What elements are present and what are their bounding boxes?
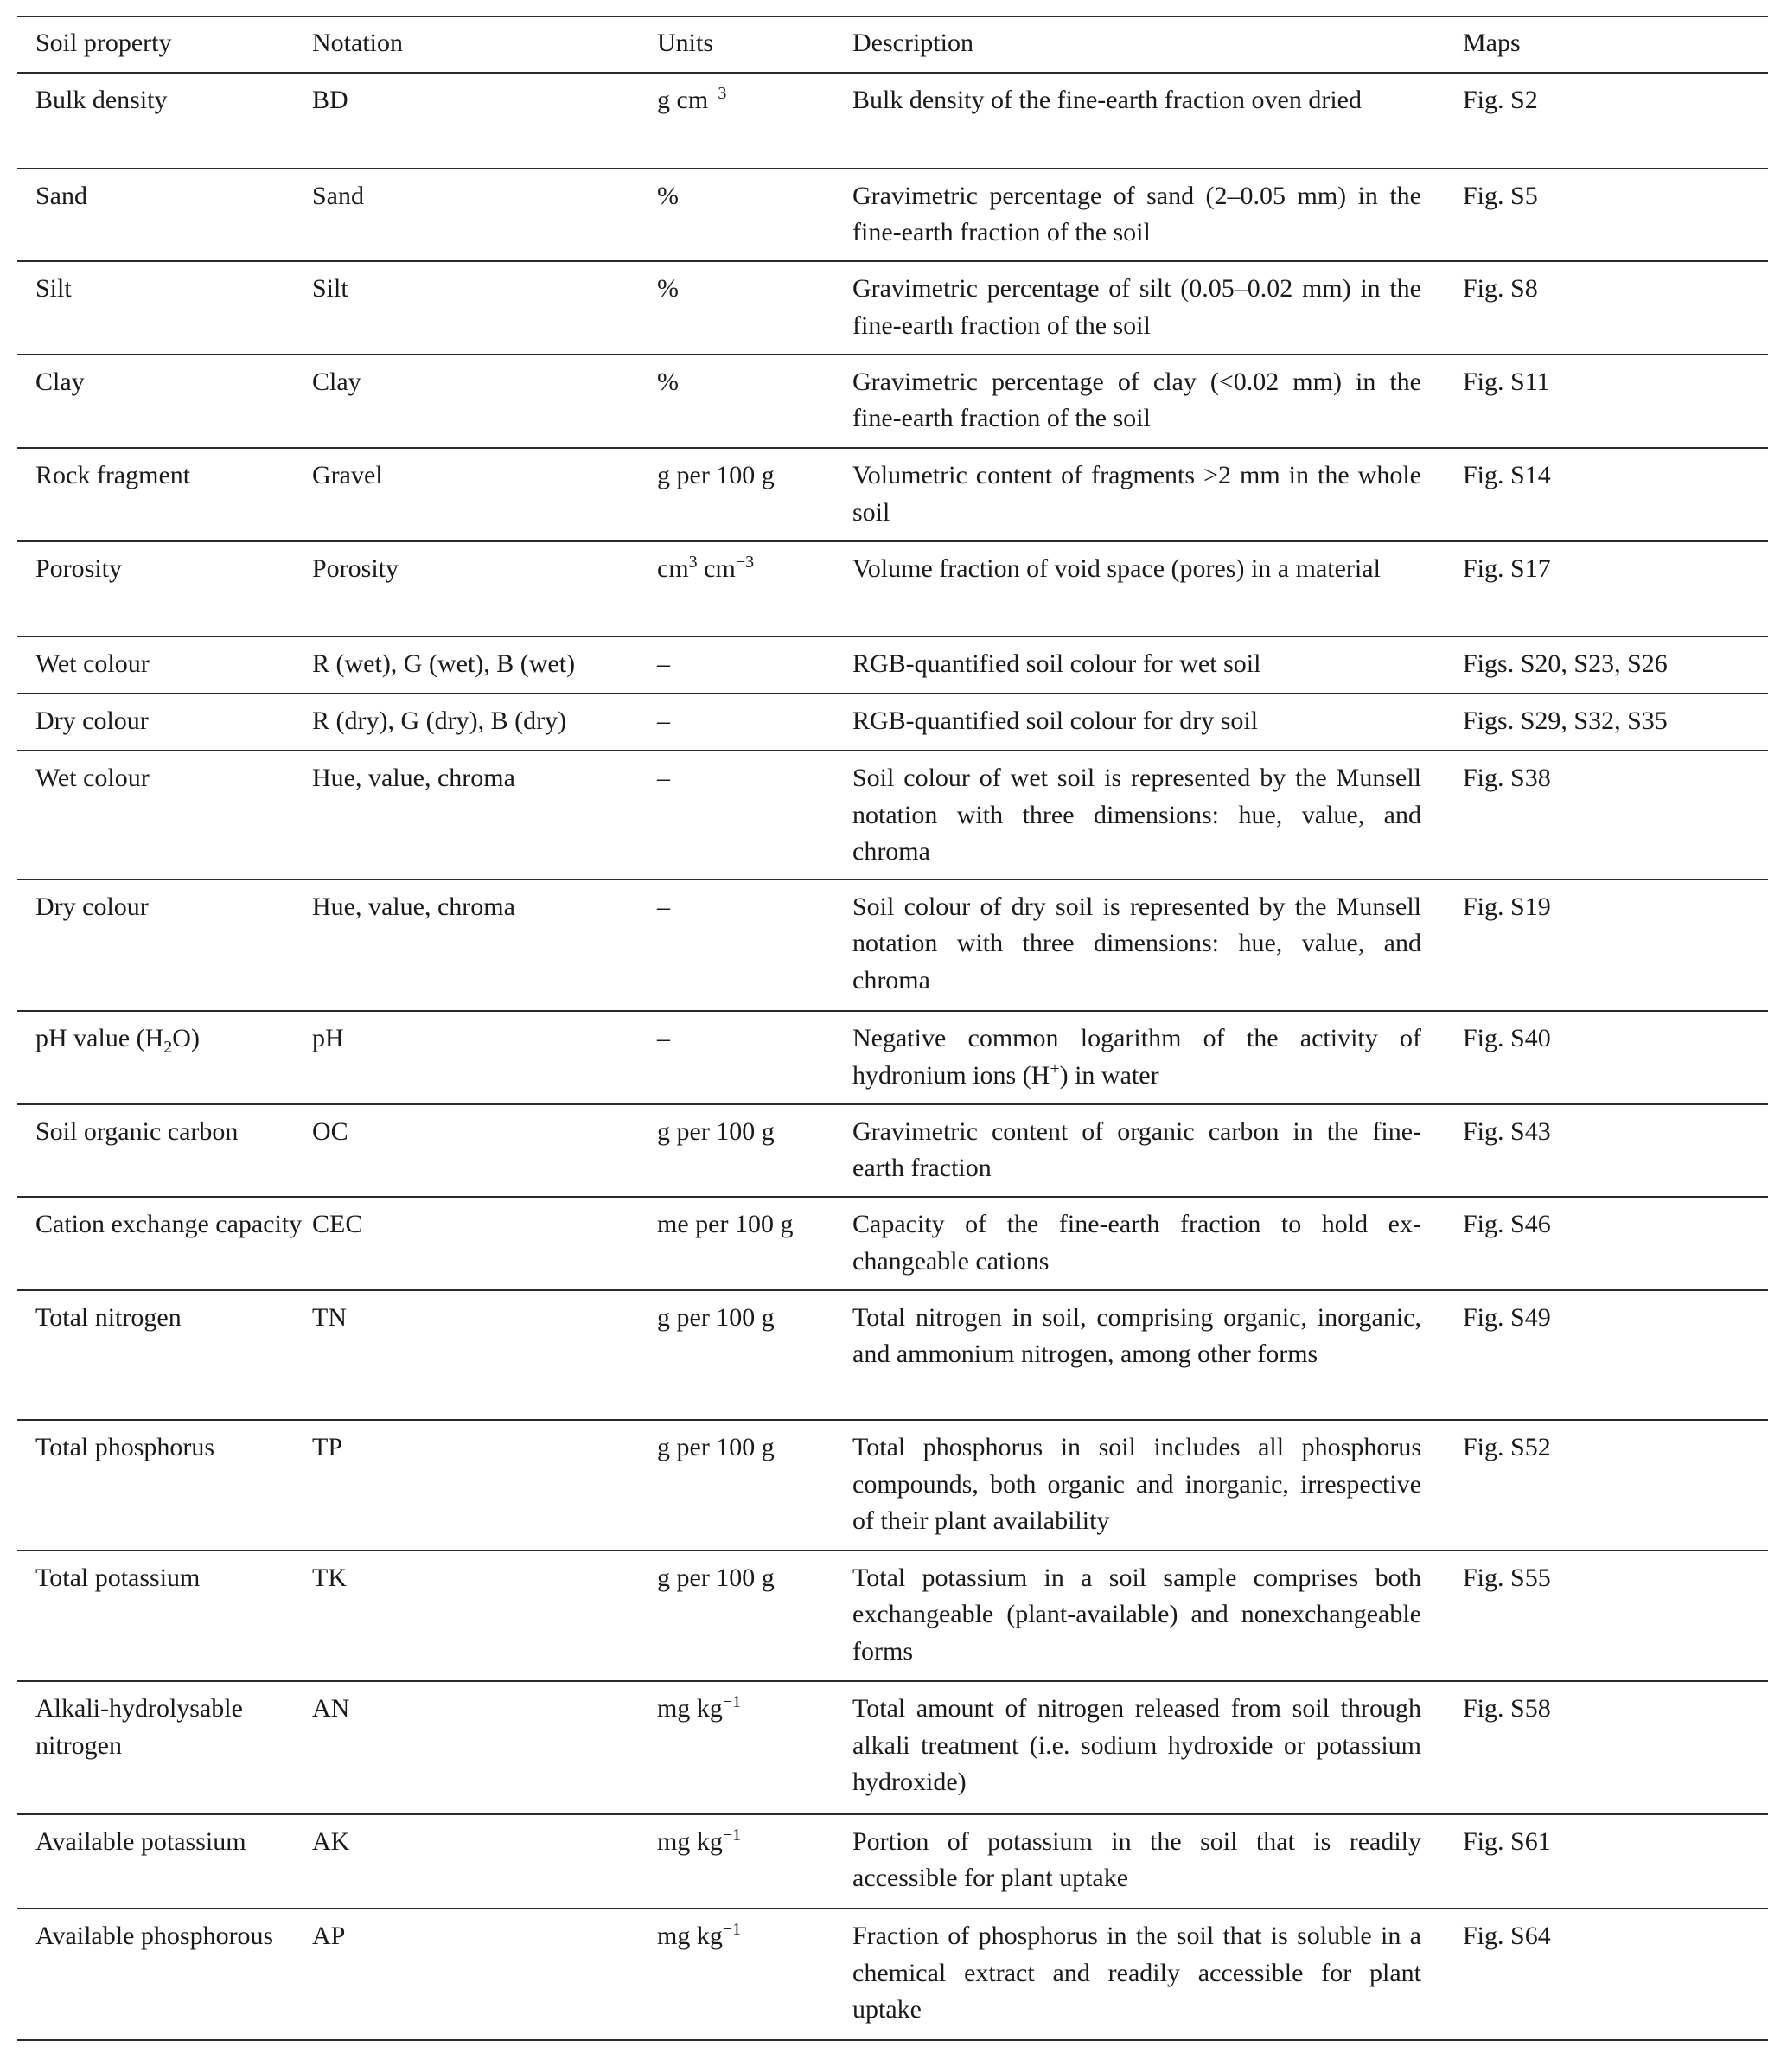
cell-description: Volumetric content of fragments >2 mm in the whole soil (852, 461, 1421, 527)
cell-soil-property: Wet colour (35, 649, 150, 678)
cell-maps: Figs. S29, S32, S35 (1463, 706, 1668, 735)
cell-units: $cm^3$ $cm^{-3}$ (657, 552, 755, 583)
cell-notation: BD (312, 86, 348, 114)
cell-units: g $cm^{-3}$ (657, 84, 727, 114)
table-row (17, 1909, 1768, 2039)
cell-maps: Fig. S46 (1463, 1210, 1551, 1238)
cell-notation: Silt (312, 274, 348, 303)
table-row (17, 355, 1768, 448)
soil-properties-table (17, 16, 1768, 2041)
cell-maps: Fig. S17 (1463, 553, 1551, 583)
cell-maps: Fig. S40 (1463, 1024, 1551, 1052)
cell-notation: R (wet), G (wet), B (wet) (312, 649, 576, 678)
cell-units: g per 100 g (657, 1302, 775, 1332)
cell-description: Gravimetric percentage of sand (2–0.05 mm) in the fine-earth fraction of the soil (852, 181, 1421, 246)
cell-notation: Hue, value, chroma (312, 892, 515, 921)
cell-description: Negative common logarithm of the activity of hydronium ions (H+) in water (852, 1024, 1421, 1090)
cell-notation: Hue, value, chroma (312, 764, 515, 792)
cell-soil-property: pH value $(H_2O)$ (35, 1024, 200, 1057)
cell-notation: CEC (312, 1210, 363, 1238)
cell-description: Total phosphorus in soil includes all phosphorus compounds, both organic and inorganic, irrespective of their plant availability (852, 1433, 1421, 1535)
cell-maps: Fig. S58 (1463, 1694, 1551, 1723)
cell-notation: Sand (312, 181, 364, 210)
cell-soil-property: Bulk density (35, 86, 168, 114)
cell-units: g per 100 g (657, 1433, 775, 1461)
cell-maps: Fig. S8 (1463, 274, 1538, 303)
cell-units: g per 100 g (657, 461, 775, 489)
cell-notation: TP (312, 1433, 343, 1461)
cell-soil-property: Total potassium (35, 1563, 201, 1592)
cell-soil-property: Cation exchange capacity (35, 1210, 303, 1238)
table-row (17, 1198, 1768, 1289)
cell-units: g per 100 g (657, 1116, 775, 1146)
cell-units: % (657, 367, 679, 396)
cell-description: Gravimetric percentage of silt (0.05–0.02 mm) in the fine-earth fraction of the soil (852, 274, 1421, 340)
cell-maps: Fig. S19 (1463, 892, 1551, 921)
table-row (17, 751, 1768, 879)
cell-soil-property: Rock fragment (35, 461, 191, 489)
cell-notation: TN (312, 1302, 347, 1332)
header-units: Units (657, 29, 714, 57)
cell-description: Total amount of nitrogen released from soil through alkali treatment (i.e. sodium hydroxide or potassium hydroxide) (852, 1694, 1421, 1796)
table-row (17, 637, 1768, 693)
cell-maps: Fig. S2 (1463, 86, 1538, 114)
cell-maps: Figs. S20, S23, S26 (1463, 649, 1668, 678)
table-row (17, 1012, 1768, 1103)
cell-description: Bulk density of the fine-earth fraction oven dried (852, 86, 1362, 114)
cell-description: Gravimetric content of organic carbon in the fine-earth fraction (852, 1116, 1421, 1182)
cell-description: Total potassium in a soil sample comprises both exchangeable (plant-available) and nonexchangeable forms (852, 1563, 1421, 1666)
cell-soil-property: Total nitrogen (35, 1302, 182, 1332)
table-row (17, 1551, 1768, 1681)
cell-maps: Fig. S61 (1463, 1826, 1551, 1856)
cell-soil-property: Dry colour (35, 892, 149, 921)
cell-description: Volume fraction of void space (pores) in a material (852, 553, 1381, 583)
cell-notation: Gravel (312, 461, 383, 489)
cell-soil-property: Available potassium (35, 1826, 246, 1856)
header-soil-property: Soil property (35, 29, 172, 57)
cell-units: % (657, 274, 679, 303)
cell-notation: OC (312, 1116, 348, 1146)
table-row (17, 694, 1768, 751)
cell-description: Portion of potassium in the soil that is readily accessible for plant uptake (852, 1826, 1421, 1892)
table-body (17, 74, 1768, 2041)
cell-notation: TK (312, 1563, 347, 1592)
cell-description: RGB-quantified soil colour for wet soil (852, 649, 1261, 678)
cell-units: mg $kg^{-1}$ (657, 1692, 742, 1723)
cell-soil-property: Dry colour (35, 706, 149, 735)
table-row (17, 1421, 1768, 1550)
cell-units: – (657, 764, 670, 792)
cell-description: Soil colour of wet soil is represented by the Munsell notation with three dimensions: hue, value, and chroma (852, 764, 1421, 866)
cell-maps: Fig. S64 (1463, 1922, 1551, 1950)
cell-description: Capacity of the fine-earth fraction to hold exchangeable cations (852, 1210, 1421, 1276)
cell-maps: Fig. S14 (1463, 461, 1551, 489)
table-row (17, 74, 1768, 168)
cell-soil-property: Total phosphorus (35, 1433, 215, 1461)
cell-soil-property: Clay (35, 367, 85, 396)
cell-notation: Clay (312, 367, 361, 396)
cell-notation: AP (312, 1922, 346, 1950)
bottom-rule (17, 2039, 1768, 2041)
cell-units: mg $kg^{-1}$ (657, 1825, 742, 1856)
table-row (17, 1682, 1768, 1813)
table-row (17, 1815, 1768, 1909)
table-row (17, 1105, 1768, 1197)
cell-maps: Fig. S38 (1463, 764, 1551, 792)
cell-description: Fraction of phosphorus in the soil that is soluble in a chemical extract and readily accessible for plant uptake (852, 1922, 1421, 2024)
table-row (17, 449, 1768, 540)
cell-units: g per 100 g (657, 1563, 775, 1592)
cell-maps: Fig. S55 (1463, 1563, 1551, 1592)
cell-maps: Fig. S49 (1463, 1302, 1551, 1332)
header-description: Description (852, 29, 973, 57)
cell-maps: Fig. S43 (1463, 1116, 1551, 1146)
cell-notation: AN (312, 1694, 350, 1723)
cell-soil-property: Wet colour (35, 764, 150, 792)
cell-soil-property: Silt (35, 274, 72, 303)
cell-soil-property: Alkali-hydrolysable nitrogen (35, 1694, 243, 1760)
cell-units: – (657, 706, 670, 735)
cell-notation: Porosity (312, 553, 399, 583)
cell-description: Gravimetric percentage of clay (<0.02 mm) in the fine-earth fraction of the soil (852, 367, 1421, 432)
cell-units: me per 100 g (657, 1210, 794, 1238)
cell-units: – (657, 892, 670, 921)
cell-notation: pH (312, 1024, 344, 1052)
cell-soil-property: Sand (35, 181, 87, 210)
cell-notation: AK (312, 1826, 350, 1856)
header-row (17, 17, 1768, 72)
table-row (17, 542, 1768, 636)
cell-soil-property: Available phosphorous (35, 1922, 274, 1950)
cell-units: – (657, 649, 670, 678)
header-maps: Maps (1463, 29, 1521, 57)
cell-units: mg $kg^{-1}$ (657, 1920, 742, 1950)
cell-units: – (657, 1024, 670, 1052)
cell-description: Total nitrogen in soil, comprising organic, inorganic, and ammonium nitrogen, among other forms (852, 1302, 1421, 1368)
cell-notation: R (dry), G (dry), B (dry) (312, 706, 567, 735)
table-row (17, 262, 1768, 354)
cell-description: Soil colour of dry soil is represented by the Munsell notation with three dimensions: hue, value, and chroma (852, 892, 1421, 994)
table-row (17, 1291, 1768, 1420)
cell-maps: Fig. S52 (1463, 1433, 1551, 1461)
cell-soil-property: Porosity (35, 553, 123, 583)
cell-description: RGB-quantified soil colour for dry soil (852, 706, 1259, 735)
cell-maps: Fig. S5 (1463, 181, 1538, 210)
table-row (17, 880, 1768, 1011)
header-notation: Notation (312, 29, 403, 57)
table-row (17, 169, 1768, 261)
cell-soil-property: Soil organic carbon (35, 1116, 239, 1146)
cell-maps: Fig. S11 (1463, 367, 1550, 396)
cell-units: % (657, 181, 679, 210)
